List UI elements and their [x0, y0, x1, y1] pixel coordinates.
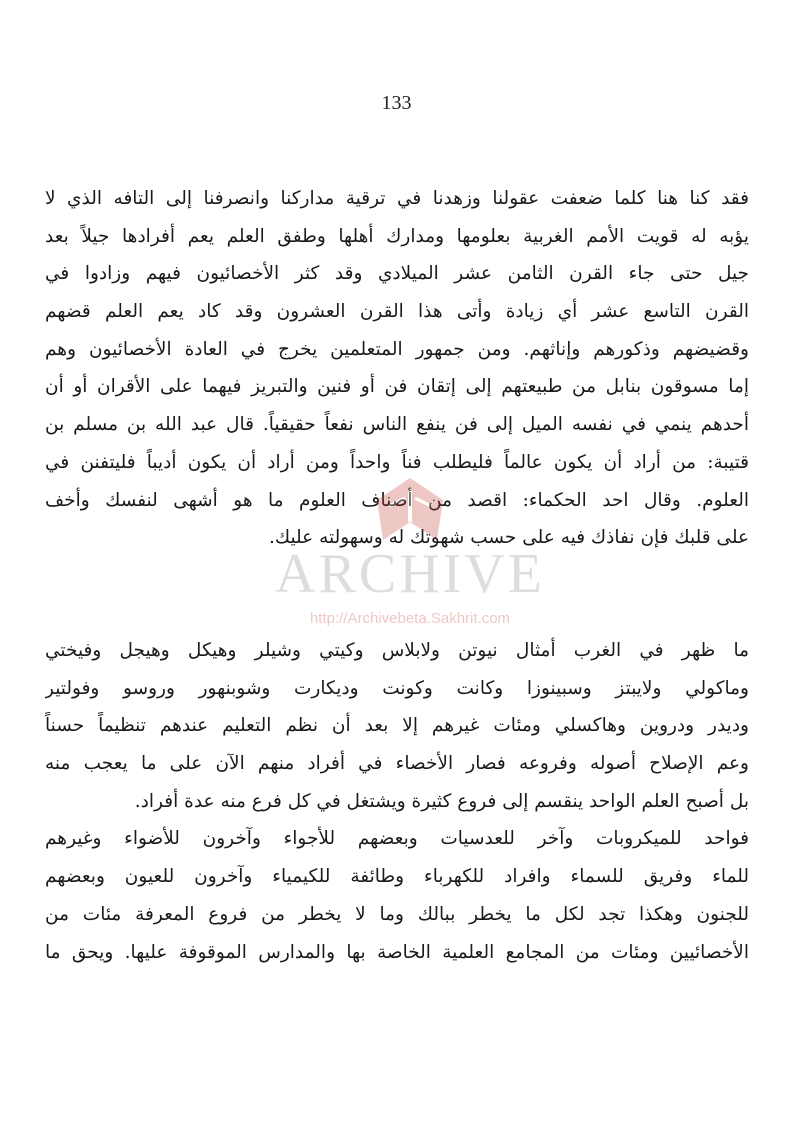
text-line: ما ظهر في الغرب أمثال نيوتن ولابلاس وكيتي وشيلر وهيكل وهيجل وفيختي [45, 640, 749, 661]
text-line: وماكولي ولايبتز وسبينوزا وكانت وكونت وديكارت وشوبنهور وروسو وفولتير [45, 677, 749, 699]
text-line: العلوم. وقال احد الحكماء: اقصد من أصناف العلوم ما هو أشهى لنفسك وأخف [45, 489, 749, 511]
paragraph-1 [45, 180, 749, 557]
text-line: قتيبة: من أراد أن يكون عالماً فليطلب فناً واحداً ومن أراد أن يكون أديباً فليتفنن في [45, 451, 749, 473]
text-line: فقد كنا هنا كلما ضعفت عقولنا وزهدنا في ترقية مداركنا وانصرفنا إلى التافه الذي لا [45, 188, 749, 209]
text-line: وديدر ودروين وهاكسلي ومئات غيرهم إلا بعد أن نظم التعليم عندهم تنظيماً حسناً [45, 715, 749, 737]
text-line: جيل حتى جاء القرن الثامن عشر الميلادي وقد كثر الأخصائيون فيهم وزادوا في [45, 263, 749, 285]
text-line: على قلبك فإن نفاذك فيه على حسب شهوتك له وسهولته عليك. [268, 527, 749, 549]
text-line: إما مسوقون بنابل من طبيعتهم إلى إتقان فن أو فنين والتبريز فيهما على الأقران أو أن [45, 376, 749, 398]
text-line: للماء وفريق للسماء وافراد للكهرباء وطائفة للكيمياء وآخرون للعيون وبعضهم [45, 866, 749, 888]
text-line: وعم الإصلاح أصوله وفروعه فصار الأخصاء في أفراد منهم الآن على ما يعجب منه [45, 753, 749, 775]
text-line: فواحد للميكروبات وآخر للعدسيات وبعضهم للأجواء وآخرون للأضواء وغيرهم [45, 828, 749, 850]
text-line: القرن التاسع عشر أي زيادة وأتى هذا القرن العشرون وقد كاد يعم العلم قضهم [45, 301, 749, 323]
text-line: للجنون وهكذا تجد لكل ما يخطر ببالك وما لا يخطر من فروع المعرفة مئات من [45, 903, 749, 925]
text-line: الأخصائيين ومئات من المجامع العلمية الخاصة بها والمدارس الموقوفة عليها. ويحق ما [45, 941, 749, 963]
paragraph-2 [45, 632, 749, 971]
text-line: أحدهم ينمي في نفسه الميل إلى فن ينفع الناس نفعاً حقيقياً. قال عبد الله بن مسلم بن [45, 414, 749, 436]
page-number: 133 [381, 92, 412, 114]
text-line: بل أصبح العلم الواحد ينقسم إلى فروع كثيرة ويشتغل في كل فرع منه عدة أفراد. [134, 790, 749, 812]
watermark-title: ARCHIVE [275, 543, 545, 605]
watermark-url: http://Archivebeta.Sakhrit.com [309, 610, 511, 627]
text-line: وقضيضهم وذكورهم وإناثهم. ومن جمهور المتعلمين يخرج في العادة الأخصائيون وهم [45, 338, 749, 360]
text-line: يؤبه له قويت الأمم الغربية بعلومها ومدارك أهلها وطفق العلم يعم أفرادها جيلاً بعد [45, 225, 749, 247]
